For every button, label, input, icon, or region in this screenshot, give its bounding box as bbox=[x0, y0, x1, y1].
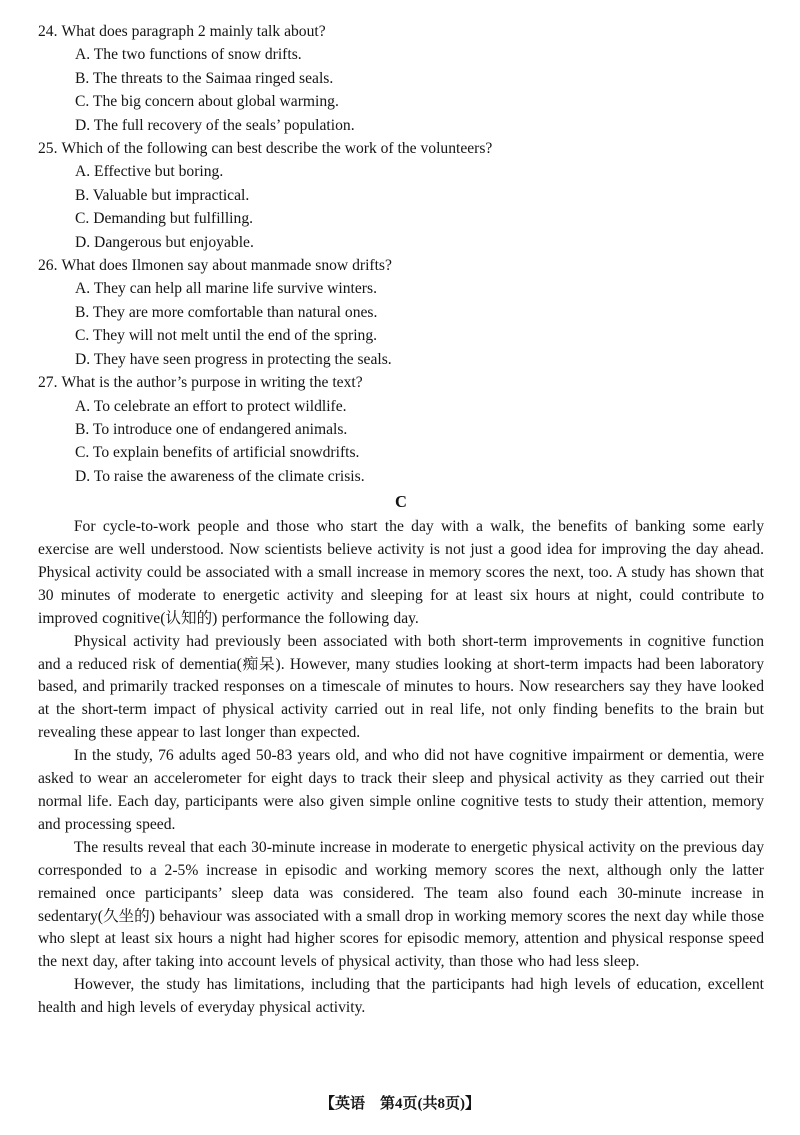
question-option-b: B. Valuable but impractical. bbox=[75, 186, 250, 204]
question-option-a: A. Effective but boring. bbox=[75, 163, 224, 181]
reading-passage bbox=[38, 516, 764, 1020]
question-option-a: A. They can help all marine life survive winters. bbox=[75, 280, 377, 298]
question-stem bbox=[38, 20, 764, 43]
question-option-d: D. To raise the awareness of the climate crisis. bbox=[75, 467, 365, 485]
passage-paragraph-4: The results reveal that each 30-minute increase in moderate to energetic physical activity on the previous day corresponded to a 2-5% increase in episodic and working memory scores the next, although only the latter remained once participants’ sleep data was considered. The team also found each 30-minute increase in sedentary(久坐的) behaviour was associated with a small drop in working memory scores the next day while those who slept at least six hours a night had higher scores for episodic memory, attention and physical response speed the next day, after taking into account levels of physical activity, than those who had less sleep. bbox=[38, 838, 764, 971]
question-27 bbox=[38, 371, 764, 488]
question-number: 24. bbox=[38, 23, 58, 40]
question-26 bbox=[38, 254, 764, 371]
question-option-c: C. The big concern about global warming. bbox=[75, 93, 339, 111]
question-stem bbox=[38, 371, 764, 394]
question-option-b: B. They are more comfortable than natural ones. bbox=[75, 303, 378, 321]
question-number: 26. bbox=[38, 257, 58, 275]
passage-paragraph-3: In the study, 76 adults aged 50-83 years old, and who did not have cognitive impairment or dementia, were asked to wear an accelerometer for eight days to track their sleep and physical activity as they carried out their normal life. Each day, participants were also given simple online cognitive tests to study their attention, memory and processing speed. bbox=[38, 747, 764, 833]
passage-paragraph-5: However, the study has limitations, including that the participants had high levels of education, excellent health and high levels of everyday physical activity. bbox=[38, 976, 764, 1017]
question-text: Which of the following can best describe the work of the volunteers? bbox=[61, 140, 493, 158]
page-footer: 【英语 第4页(共8页)】 bbox=[320, 1096, 480, 1112]
section-label: C bbox=[395, 492, 407, 512]
passage-paragraph-2: Physical activity had previously been associated with both short-term improvements in cognitive function and a reduced risk of dementia(痴呆). However, many studies looking at short-term impacts had been laboratory based, and primarily tracked responses on a timescale of minutes to hours. Now researchers say they have looked at the short-term impact of physical activity carried out in real life, not only finding benefits to the brain but revealing these appear to last longer than expected. bbox=[38, 632, 764, 742]
question-option-a: A. The two functions of snow drifts. bbox=[75, 46, 302, 64]
page-content bbox=[38, 20, 764, 1020]
question-text: What does Ilmonen say about manmade snow drifts? bbox=[61, 257, 392, 275]
question-option-b: B. The threats to the Saimaa ringed seals. bbox=[75, 69, 334, 87]
question-option-c: C. To explain benefits of artificial snowdrifts. bbox=[75, 444, 360, 462]
question-option-d: D. Dangerous but enjoyable. bbox=[75, 233, 254, 251]
question-option-c: C. Demanding but fulfilling. bbox=[75, 210, 254, 228]
question-option-a: A. To celebrate an effort to protect wildlife. bbox=[75, 397, 347, 415]
question-option-d: D. They have seen progress in protecting the seals. bbox=[75, 350, 392, 368]
question-option-c: C. They will not melt until the end of the spring. bbox=[75, 327, 378, 345]
question-stem bbox=[38, 254, 764, 277]
question-number: 27. bbox=[38, 374, 58, 392]
question-section bbox=[38, 20, 764, 488]
question-stem bbox=[38, 137, 764, 160]
passage-paragraph-1: For cycle-to-work people and those who start the day with a walk, the benefits of banking some early exercise are well understood. Now scientists believe activity is not just a good idea for improving the day ahead. Physical activity could be associated with a small increase in memory scores the next, too. A study has shown that 30 minutes of moderate to energetic activity and sleeping for at least six hours at night, could contribute to improved cognitive(认知的) performance the following day. bbox=[38, 518, 764, 627]
question-text: What does paragraph 2 mainly talk about? bbox=[61, 23, 326, 40]
question-25 bbox=[38, 137, 764, 254]
question-option-d: D. The full recovery of the seals’ population. bbox=[75, 116, 355, 134]
question-option-b: B. To introduce one of endangered animals. bbox=[75, 420, 348, 438]
question-number: 25. bbox=[38, 140, 58, 158]
question-text: What is the author’s purpose in writing the text? bbox=[61, 374, 363, 392]
question-24 bbox=[38, 20, 764, 137]
